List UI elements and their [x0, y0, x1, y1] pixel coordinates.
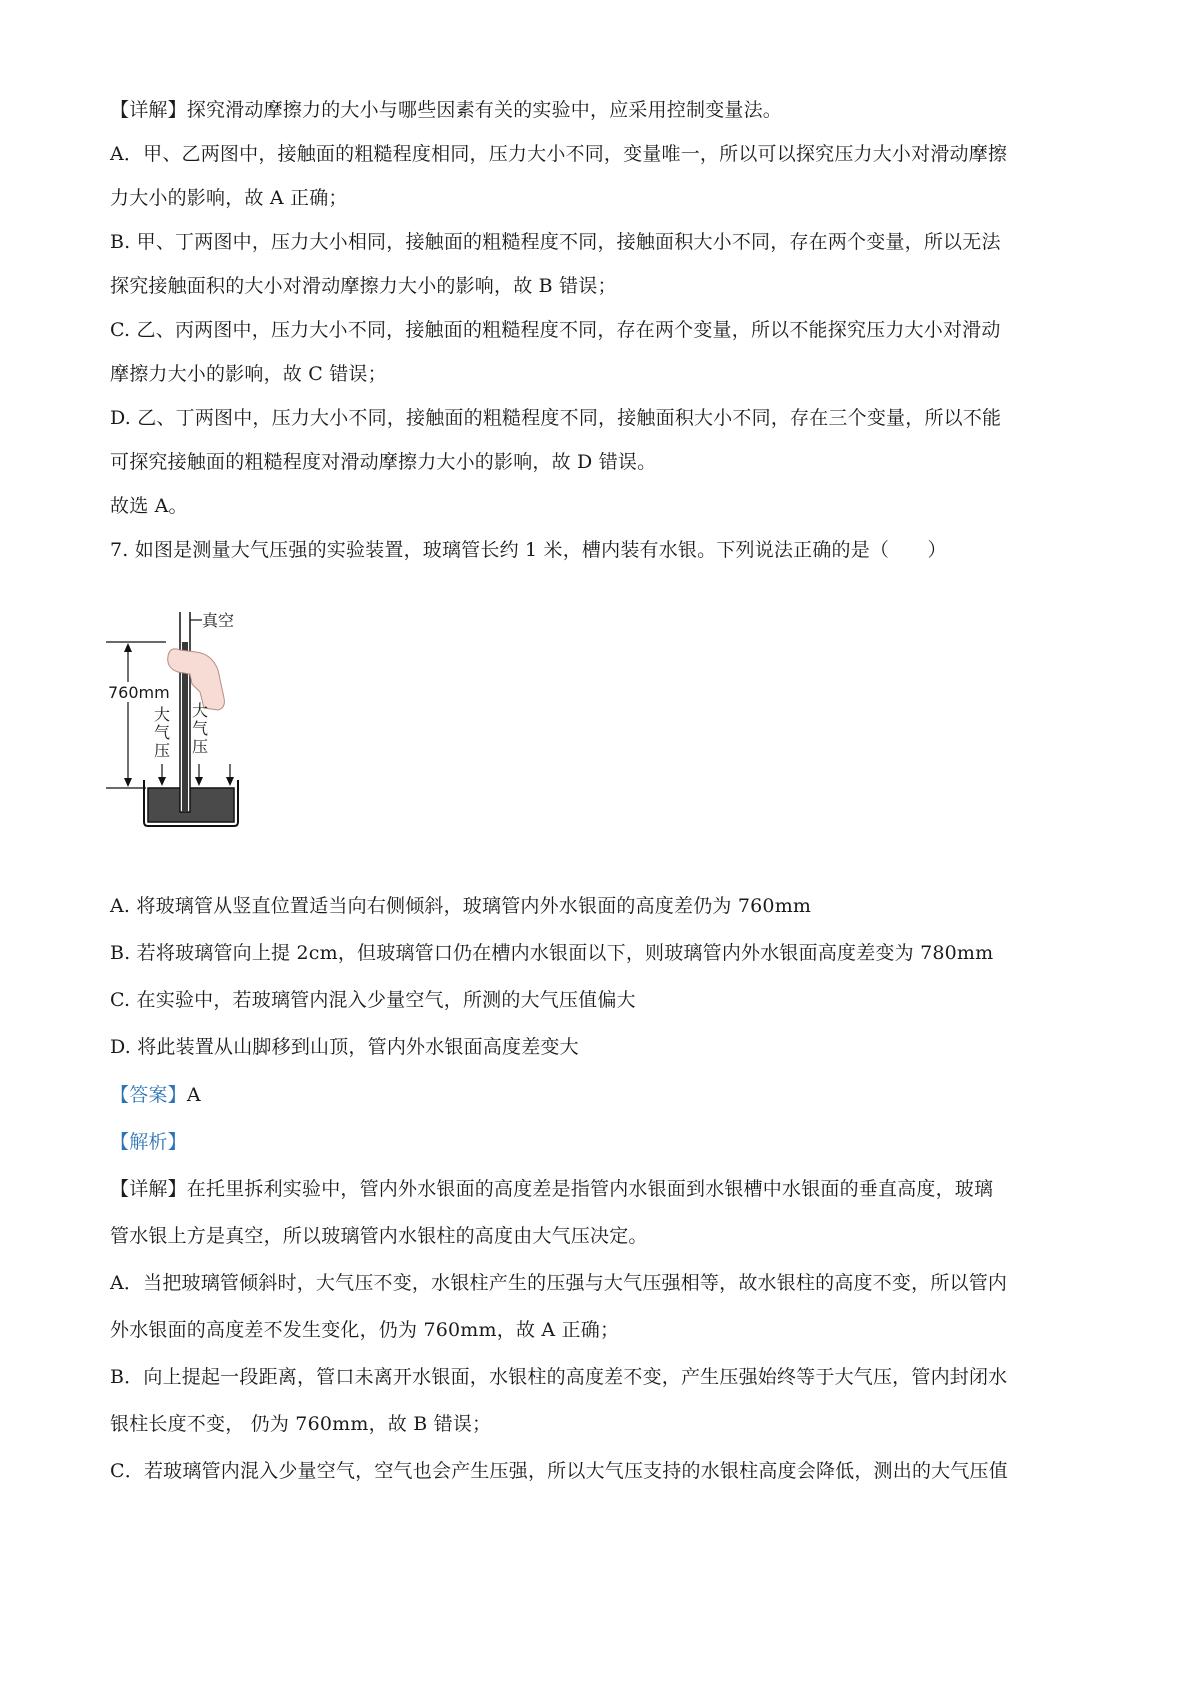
height-arrowhead-up [124, 643, 132, 652]
option-a: A. 将玻璃管从竖直位置适当向右侧倾斜，玻璃管内外水银面的高度差仍为 760mm [110, 895, 812, 917]
text-line: 故选 A。 [110, 495, 188, 517]
explanation-line: A．当把玻璃管倾斜时，大气压不变，水银柱产生的压强与大气压强相等，故水银柱的高度不变，所以管内 [110, 1272, 1008, 1294]
pressure-arrowhead-right [226, 777, 234, 786]
explanation-line: 管水银上方是真空，所以玻璃管内水银柱的高度由大气压决定。 [110, 1225, 648, 1247]
text-line: C. 乙、丙两图中，压力大小不同，接触面的粗糙程度不同，存在两个变量，所以不能探究压力大小对滑动 [110, 319, 1001, 341]
text-line: D. 乙、丁两图中，压力大小不同，接触面的粗糙程度不同，接触面积大小不同，存在三个变量，所以不能 [110, 407, 1002, 429]
height-label: 760mm [108, 683, 170, 702]
text-line: 探究接触面积的大小对滑动摩擦力大小的影响，故 B 错误； [110, 275, 617, 297]
option-b: B. 若将玻璃管向上提 2cm，但玻璃管口仍在槽内水银面以下，则玻璃管内外水银面高度差变为 780mm [110, 942, 994, 964]
pressure-label-right: 大 [192, 701, 209, 720]
option-d: D. 将此装置从山脚移到山顶，管内外水银面高度差变大 [110, 1036, 579, 1058]
torricelli-diagram [100, 612, 300, 852]
vacuum-label: 真空 [202, 612, 235, 630]
pressure-label-left: 大 [154, 705, 171, 724]
pressure-label-right: 压 [192, 737, 209, 756]
text-line: 摩擦力大小的影响，故 C 错误； [110, 363, 387, 385]
answer-tag: 【答案】 [110, 1084, 187, 1106]
explanation-line: 【详解】在托里拆利实验中，管内外水银面的高度差是指管内水银面到水银槽中水银面的垂直高度，玻璃 [110, 1178, 994, 1200]
pressure-arrowhead-middle [195, 777, 203, 786]
pressure-label-right: 气 [192, 719, 209, 738]
explanation-line: 银柱长度不变， 仍为 760mm，故 B 错误； [110, 1413, 492, 1435]
text-line: 力大小的影响，故 A 正确； [110, 187, 348, 209]
question-7-stem: 7. 如图是测量大气压强的实验装置，玻璃管长约 1 米，槽内装有水银。下列说法正确的是（ ） [110, 539, 947, 561]
height-arrowhead-down [124, 778, 132, 787]
torricelli-figure [100, 612, 300, 852]
explanation-line: C．若玻璃管内混入少量空气，空气也会产生压强，所以大气压支持的水银柱高度会降低，测出的大气压值 [110, 1460, 1008, 1482]
explanation-line: B．向上提起一段距离，管口未离开水银面，水银柱的高度差不变，产生压强始终等于大气压，管内封闭水 [110, 1366, 1008, 1388]
answer-line [110, 1081, 201, 1109]
text-line: A．甲、乙两图中，接触面的粗糙程度相同，压力大小不同，变量唯一，所以可以探究压力大小对滑动摩擦 [110, 143, 1008, 165]
text-line: 【详解】探究滑动摩擦力的大小与哪些因素有关的实验中，应采用控制变量法。 [110, 99, 783, 121]
answer-value: A [186, 1084, 201, 1106]
text-line: B. 甲、丁两图中，压力大小相同，接触面的粗糙程度不同，接触面积大小不同，存在两个变量，所以无法 [110, 231, 1001, 253]
pressure-arrowhead-left [158, 777, 166, 786]
pressure-label-left: 气 [154, 723, 171, 742]
explanation-line: 外水银面的高度差不发生变化，仍为 760mm，故 A 正确； [110, 1319, 620, 1341]
text-line: 可探究接触面的粗糙程度对滑动摩擦力大小的影响，故 D 错误。 [110, 451, 657, 473]
pressure-label-left: 压 [154, 741, 171, 760]
mercury-trough [148, 788, 234, 822]
option-c: C. 在实验中，若玻璃管内混入少量空气，所测的大气压值偏大 [110, 989, 636, 1011]
analysis-tag: 【解析】 [110, 1131, 187, 1153]
